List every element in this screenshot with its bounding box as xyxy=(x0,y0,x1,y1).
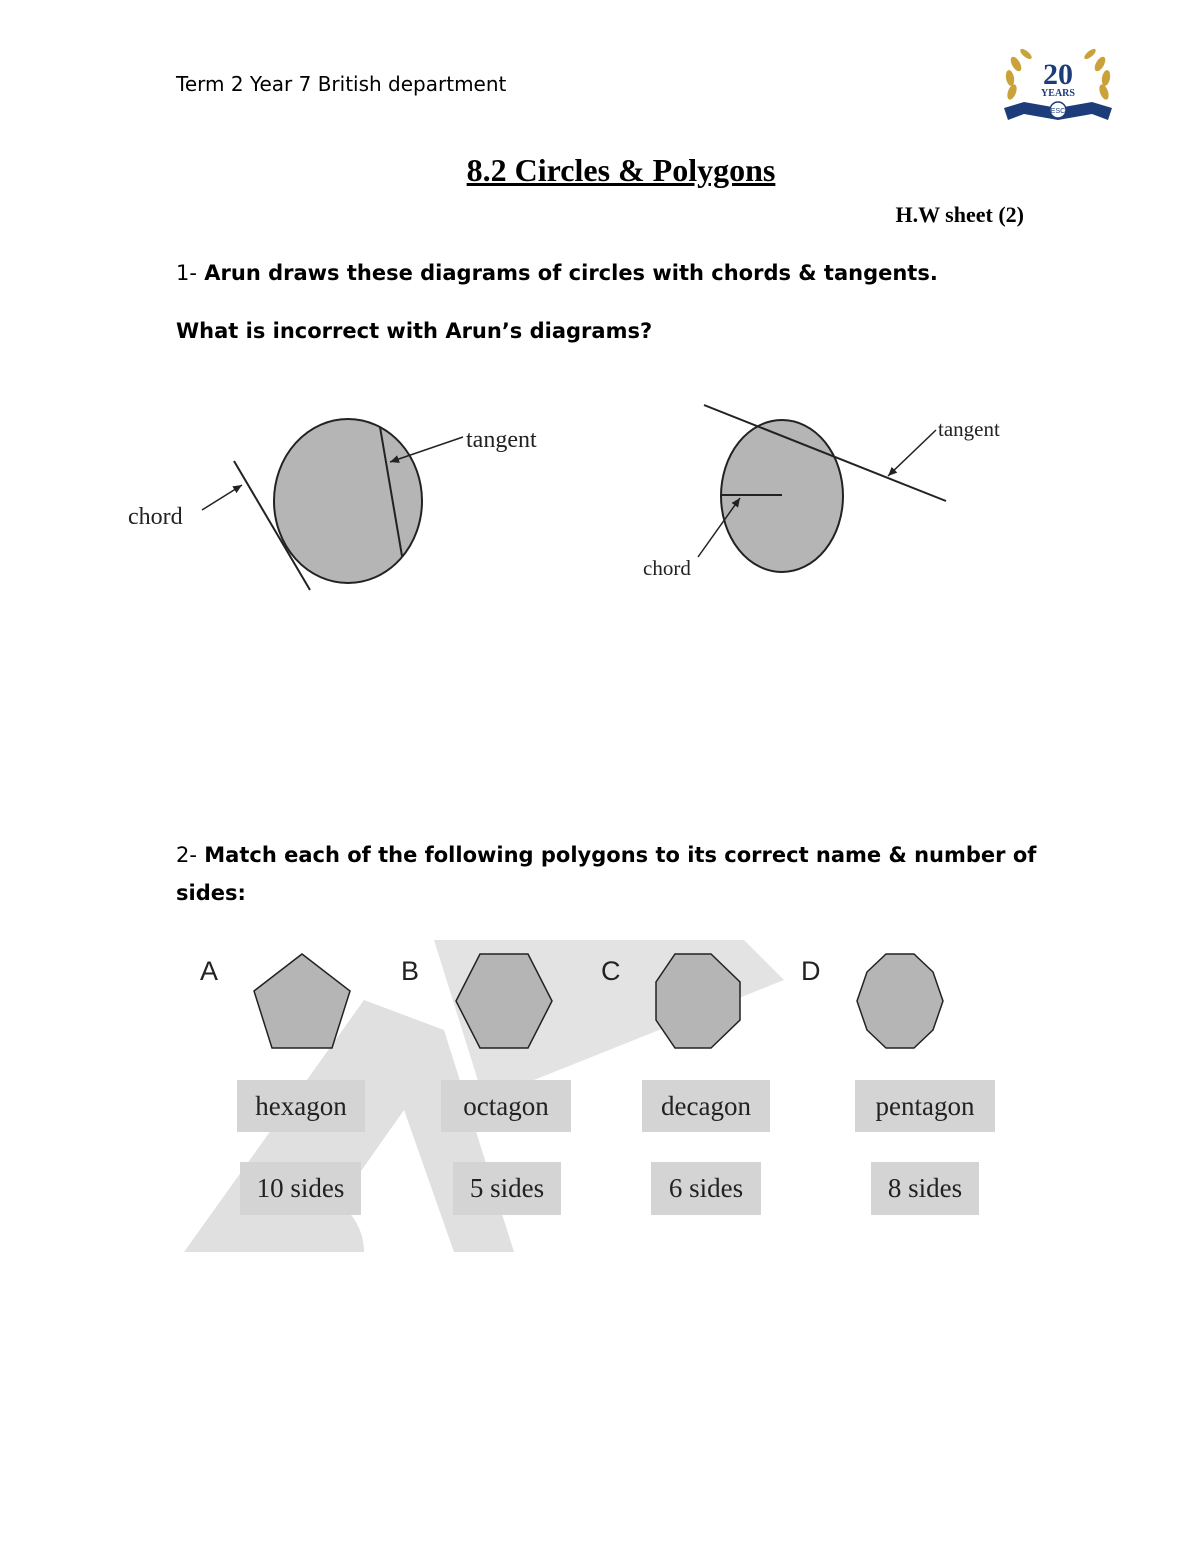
sides-label-8[interactable]: 8 sides xyxy=(871,1162,979,1215)
polygons-panel xyxy=(184,940,1000,1252)
polygon-letter-c: C xyxy=(601,956,621,986)
question-1-prompt: Arun draws these diagrams of circles with chords & tangents. xyxy=(204,261,938,285)
sides-label-10[interactable]: 10 sides xyxy=(240,1162,361,1215)
polygon-b-hexagon xyxy=(456,954,552,1048)
question-2-text xyxy=(176,836,1036,874)
polygon-letter-b: B xyxy=(401,956,420,986)
diagram-1-tangent-label: tangent xyxy=(466,427,537,453)
question-2-number: 2- xyxy=(176,843,197,867)
name-label-pentagon[interactable]: pentagon xyxy=(855,1080,995,1132)
sides-label-5[interactable]: 5 sides xyxy=(453,1162,561,1215)
diagram-1 xyxy=(128,419,537,590)
diagram-2-chord-label: chord xyxy=(643,556,691,580)
question-1-number: 1- xyxy=(176,261,197,285)
sheet-label: H.W sheet (2) xyxy=(895,202,1024,227)
name-label-decagon[interactable]: decagon xyxy=(642,1080,770,1132)
sides-label-6[interactable]: 6 sides xyxy=(651,1162,761,1215)
polygon-d-decagon xyxy=(857,954,943,1048)
logo-word: YEARS xyxy=(1041,88,1075,99)
diagram-1-chord-label: chord xyxy=(128,504,183,530)
polygon-letter-a: A xyxy=(200,956,219,986)
logo-badge: ESC xyxy=(1050,108,1066,115)
question-2-prompt-line1: Match each of the following polygons to its correct name & number of xyxy=(204,843,1037,867)
question-2-prompt-line2: sides: xyxy=(176,881,246,905)
name-label-octagon[interactable]: octagon xyxy=(441,1080,571,1132)
question-1-sub: What is incorrect with Arun’s diagrams? xyxy=(176,319,653,343)
polygon-c-octagon xyxy=(656,954,740,1048)
polygon-letter-d: D xyxy=(801,956,821,986)
polygon-shapes xyxy=(184,940,1000,1070)
diagram-2-tangent-label: tangent xyxy=(938,417,1000,441)
logo-number: 20 xyxy=(1043,58,1073,91)
header-text: Term 2 Year 7 British department xyxy=(176,72,507,96)
diagram-2 xyxy=(643,405,1000,580)
polygon-a-pentagon xyxy=(254,954,350,1048)
page-title: 8.2 Circles & Polygons xyxy=(466,152,776,188)
circle-diagrams xyxy=(0,0,1200,640)
name-label-hexagon[interactable]: hexagon xyxy=(237,1080,365,1132)
